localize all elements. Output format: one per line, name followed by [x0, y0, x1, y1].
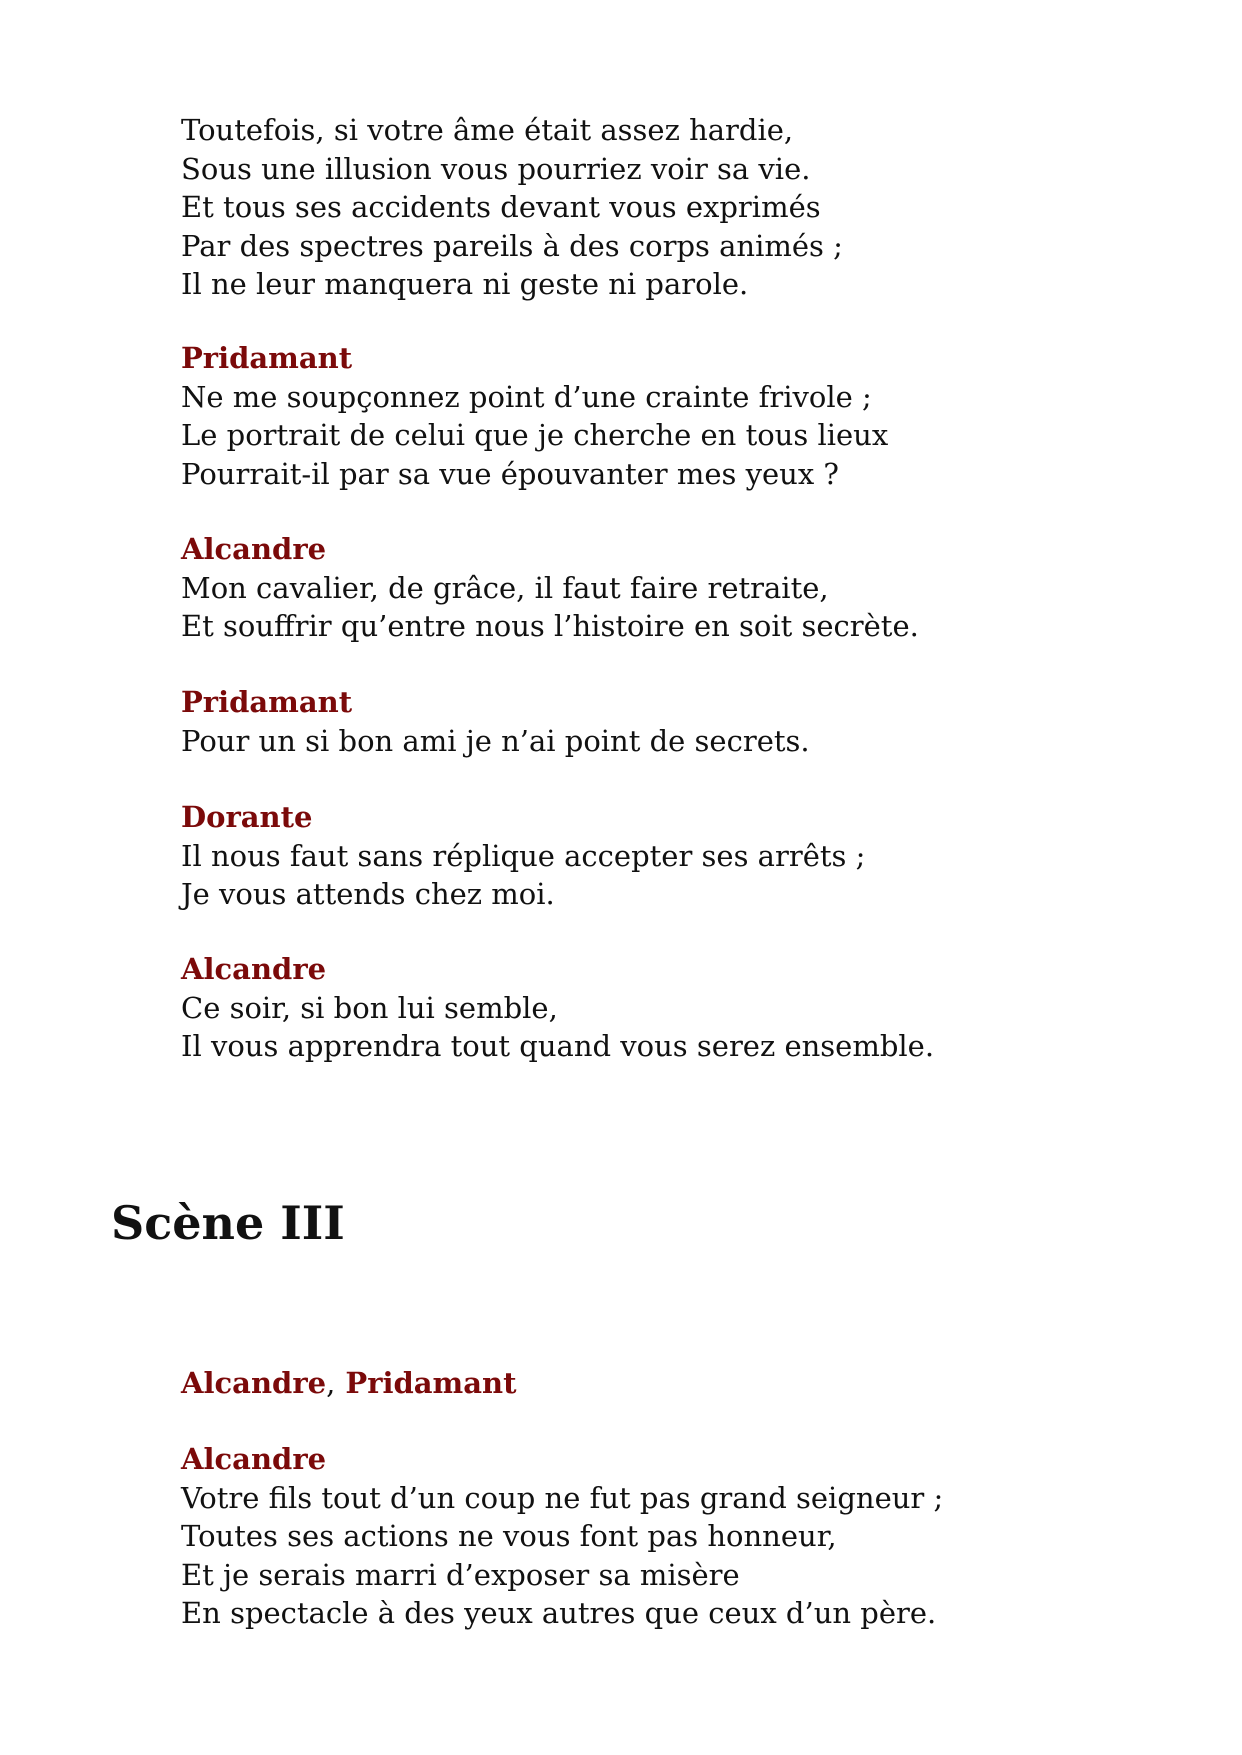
speech-block-6 [181, 950, 1141, 1066]
verse-line: Par des spectres pareils à des corps animés ; [181, 228, 843, 263]
verse-line: Toutes ses actions ne vous font pas honneur, [181, 1519, 837, 1553]
verse-line: Il ne leur manquera ni geste ni parole. [181, 267, 749, 301]
scene-characters [181, 1364, 1141, 1403]
verse-line: Ce soir, si bon lui semble, [181, 990, 558, 1025]
speaker-name: Pridamant [181, 685, 353, 719]
character-separator: , [326, 1366, 336, 1400]
speech-block-1 [181, 111, 1141, 304]
verse-line: Mon cavalier, de grâce, il faut faire retraite, [181, 570, 829, 605]
character-name: Pridamant [345, 1366, 517, 1400]
verse-line: Il nous faut sans réplique accepter ses arrêts ; [181, 838, 866, 873]
verse-line: Et je serais marri d’exposer sa misère [181, 1557, 740, 1592]
scene-title: Scène III [111, 1196, 345, 1250]
character-list [181, 1364, 1141, 1403]
verse-line: Et souffrir qu’entre nous l’histoire en soit secrète. [181, 609, 919, 643]
verse-line: Sous une illusion vous pourriez voir sa vie. [181, 151, 811, 186]
speaker-name: Dorante [181, 800, 313, 834]
speech-block-7 [181, 1440, 1141, 1633]
speaker-name: Alcandre [181, 532, 327, 566]
speech-block-5 [181, 798, 1141, 914]
verse-line: Le portrait de celui que je cherche en tous lieux [181, 418, 889, 452]
verse-line: Ne me soupçonnez point d’une crainte frivole ; [181, 379, 872, 414]
speaker-name: Alcandre [181, 952, 327, 986]
verse-line: Toutefois, si votre âme était assez hardie, [181, 113, 794, 147]
verse-line: Votre fils tout d’un coup ne fut pas grand seigneur ; [181, 1480, 944, 1515]
speech-block-3 [181, 530, 1141, 646]
speech-block-2 [181, 339, 1141, 493]
speaker-name: Pridamant [181, 341, 353, 375]
verse-line: En spectacle à des yeux autres que ceux d’un père. [181, 1596, 937, 1630]
verse-line: Je vous attends chez moi. [181, 877, 555, 911]
speech-block-4 [181, 683, 1141, 760]
verse-line: Et tous ses accidents devant vous exprimés [181, 190, 821, 224]
speaker-name: Alcandre [181, 1442, 327, 1476]
character-name: Alcandre [181, 1366, 327, 1400]
verse-line: Pour un si bon ami je n’ai point de secrets. [181, 723, 810, 758]
verse-line: Pourrait-il par sa vue épouvanter mes yeux ? [181, 456, 839, 491]
verse-line: Il vous apprendra tout quand vous serez ensemble. [181, 1029, 935, 1063]
